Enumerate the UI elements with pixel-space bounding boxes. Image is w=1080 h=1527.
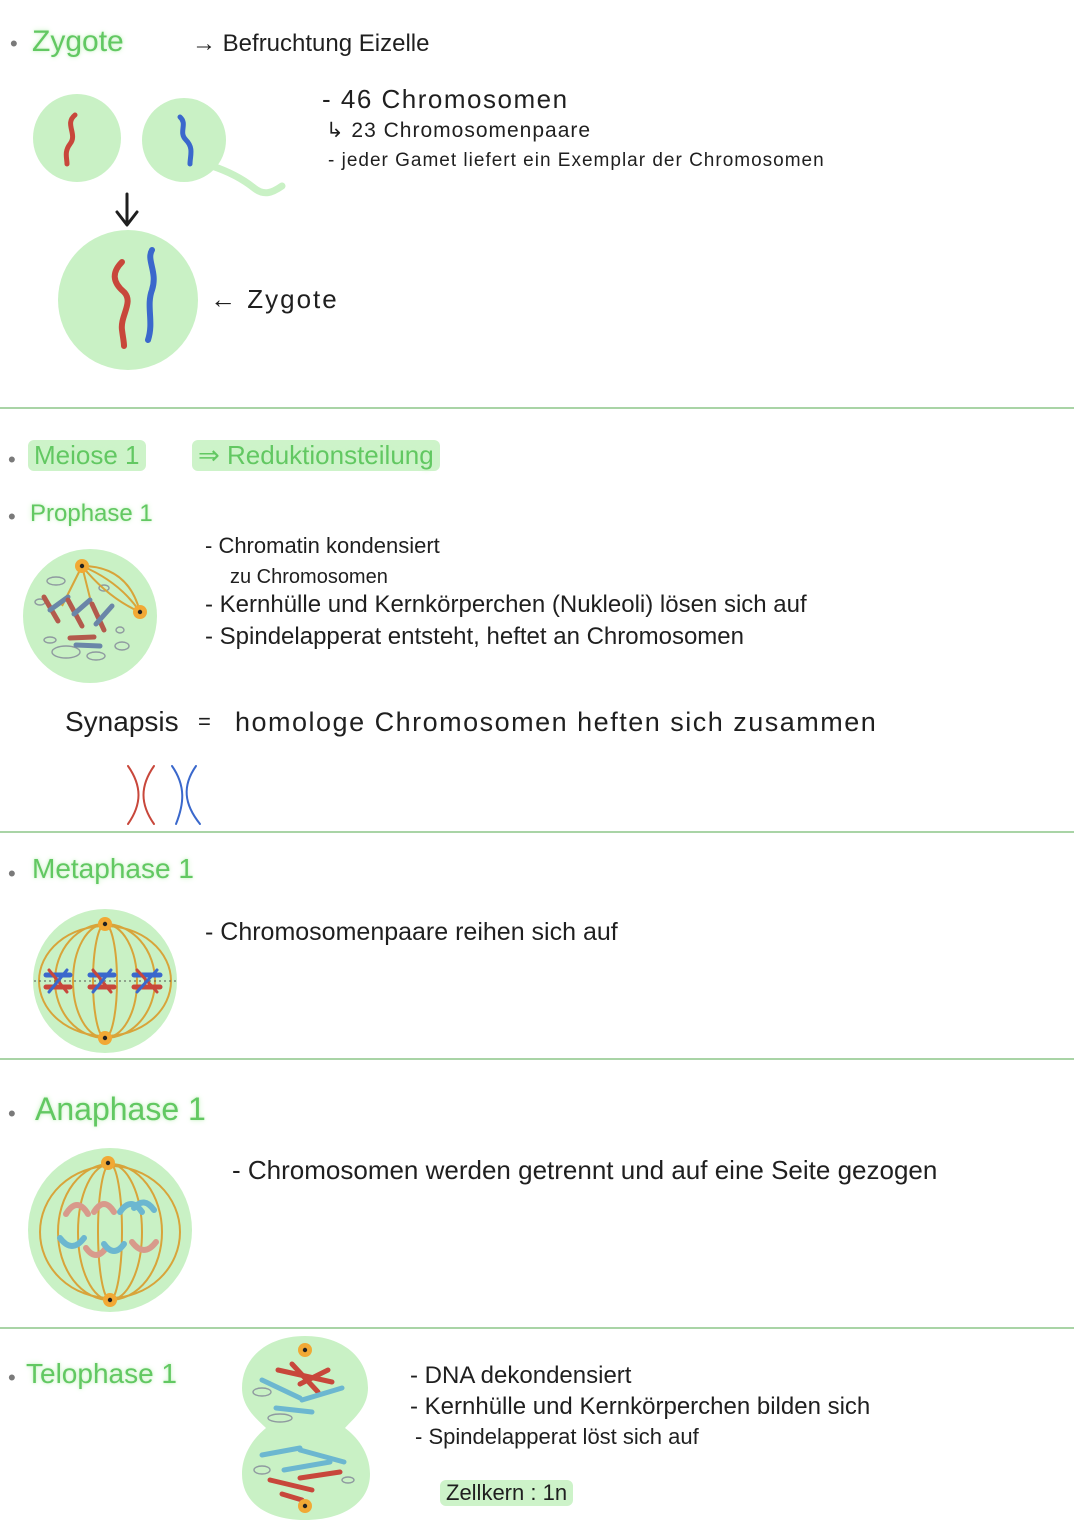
- prophase-point-chromatin: - Chromatin kondensiert: [205, 533, 440, 558]
- metaphase-point: - Chromosomenpaare reihen sich auf: [205, 918, 618, 946]
- homologous-chromosome-red: [128, 766, 154, 824]
- prophase-point-spindle: - Spindelapperat entsteht, heftet an Chromosomen: [205, 623, 744, 650]
- synapsis-definition: homologe Chromosomen heften sich zusammen: [235, 707, 878, 737]
- anaphase-heading: Anaphase 1: [35, 1091, 206, 1127]
- egg-cell: [33, 94, 121, 182]
- fact-gamete-contribution: - jeder Gamet liefert ein Exemplar der Chromosomen: [328, 150, 825, 171]
- anaphase-cell: [28, 1148, 192, 1312]
- centrosome-center: [103, 1036, 107, 1040]
- section-divider: [0, 1058, 1074, 1060]
- zygote-diagram-label: ← Zygote: [210, 284, 339, 314]
- meiosis-subtitle: ⇒ Reduktionsteilung: [192, 440, 440, 471]
- bullet: •: [8, 861, 16, 886]
- centrosome-center: [303, 1348, 307, 1352]
- telophase-heading: Telophase 1: [26, 1358, 178, 1389]
- chromosome: [70, 637, 94, 638]
- dividing-cell: [242, 1336, 370, 1520]
- fertilization-diagram: [20, 90, 290, 380]
- synapsis-term: Synapsis: [65, 706, 179, 737]
- centrosome: [298, 1499, 312, 1513]
- arrow-down-icon: [117, 194, 137, 225]
- metaphase-heading: Metaphase 1: [32, 853, 194, 884]
- chromosome: [76, 645, 100, 646]
- prophase-diagram: [20, 545, 165, 685]
- telophase-diagram: [236, 1332, 376, 1525]
- telophase-result: Zellkern : 1n: [440, 1480, 573, 1506]
- telophase-point-nuclear-envelope: - Kernhülle und Kernkörperchen bilden sich: [410, 1393, 871, 1420]
- anaphase-diagram: [25, 1143, 197, 1317]
- synapsis-equals: =: [198, 709, 211, 734]
- fact-chromosome-pairs: ↳ 23 Chromosomenpaare: [326, 119, 592, 142]
- centrosome-center: [303, 1504, 307, 1508]
- centrosome: [98, 917, 112, 931]
- centrosome: [103, 1293, 117, 1307]
- bullet: •: [8, 447, 16, 472]
- zygote-chromosome-paternal: [148, 250, 154, 340]
- centrosome: [101, 1156, 115, 1170]
- chromatid: [144, 766, 155, 824]
- prophase-heading: Prophase 1: [30, 500, 153, 527]
- centrosome-center: [108, 1298, 112, 1302]
- section-divider: [0, 831, 1074, 833]
- bullet: •: [8, 1365, 16, 1390]
- chromatid: [172, 766, 182, 824]
- synapsis-diagram: [120, 760, 210, 830]
- telophase-point-dna: - DNA dekondensiert: [410, 1362, 632, 1389]
- meiosis-heading: Meiose 1: [28, 440, 146, 471]
- centrosome-center: [106, 1161, 110, 1165]
- section-divider: [0, 1327, 1074, 1329]
- anaphase-point: - Chromosomen werden getrennt und auf eine Seite gezogen: [232, 1155, 938, 1185]
- prophase-point-nuclear-envelope: - Kernhülle und Kernkörperchen (Nukleoli) lösen sich auf: [205, 591, 807, 618]
- bullet: •: [8, 1101, 16, 1126]
- fertilization-note: → Befruchtung Eizelle: [192, 30, 430, 57]
- bullet: •: [8, 504, 16, 529]
- centrosome: [298, 1343, 312, 1357]
- centrosome-center: [138, 610, 142, 614]
- chromatid: [128, 766, 139, 824]
- telophase-point-spindle: - Spindelapperat löst sich auf: [415, 1424, 699, 1449]
- centrosome: [75, 559, 89, 573]
- centrosome-center: [80, 564, 84, 568]
- bullet: •: [10, 31, 18, 56]
- prophase-point-chromatin-cont: zu Chromosomen: [230, 566, 388, 588]
- section-divider: [0, 407, 1074, 409]
- zygote-heading: Zygote: [32, 25, 124, 58]
- centrosome: [133, 605, 147, 619]
- fact-chromosome-count: - 46 Chromosomen: [322, 84, 569, 114]
- metaphase-diagram: [25, 900, 185, 1060]
- sperm-tail: [212, 166, 282, 193]
- chromatid: [187, 766, 200, 824]
- centrosome-center: [103, 922, 107, 926]
- homologous-chromosome-blue: [172, 766, 200, 824]
- centrosome: [98, 1031, 112, 1045]
